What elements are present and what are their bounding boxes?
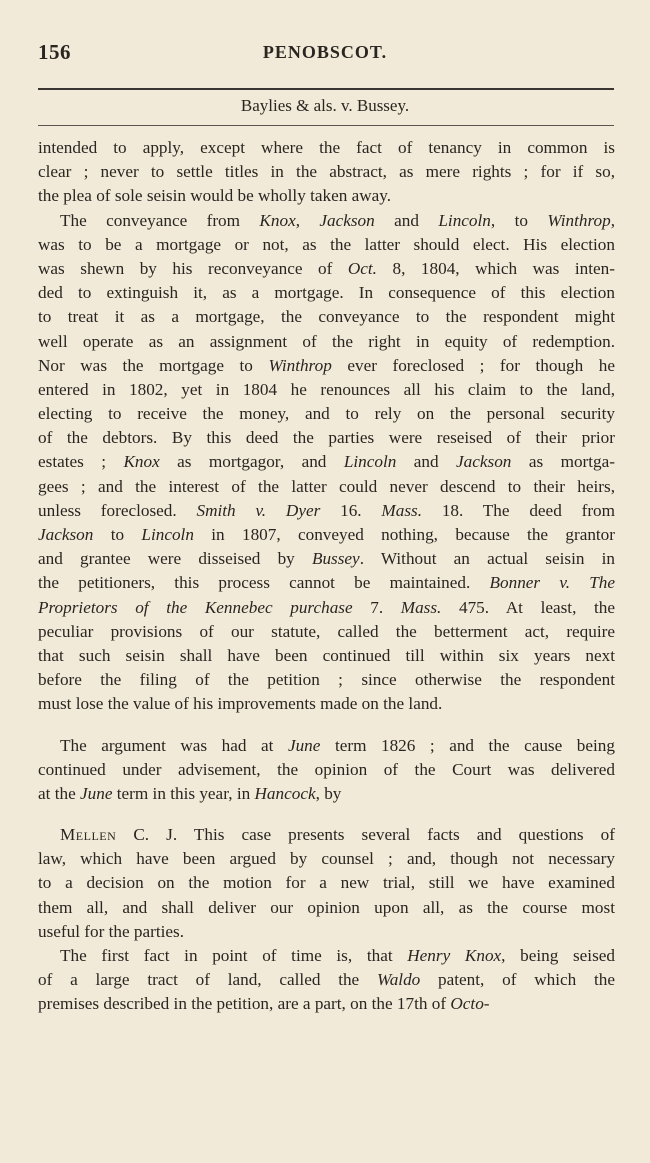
text-line: The conveyance from Knox, Jackson and Lincoln, to Winthrop,: [60, 210, 615, 230]
text-line: of a large tract of land, called the Waldo patent, of which the: [38, 970, 615, 990]
text-line: well operate as an assignment of the right in equity of redemption.: [38, 331, 615, 351]
text-line: electing to receive the money, and to rely on the personal security: [38, 404, 615, 424]
text-line: premises described in the petition, are a part, on the 17th of Octo-: [38, 994, 490, 1014]
paragraph: [38, 209, 615, 717]
text-line: them all, and shall deliver our opinion upon all, as the course most: [38, 897, 615, 917]
text-line: useful for the parties.: [38, 921, 185, 941]
text-line: peculiar provisions of our statute, called the betterment act, require: [38, 621, 615, 641]
text-line: law, which have been argued by counsel ; and, though not necessary: [38, 849, 615, 869]
text-line: must lose the value of his improvements made on the land.: [38, 694, 443, 714]
text-line: Mellen C. J. This case presents several facts and questions of: [60, 825, 615, 845]
text-line: Jackson to Lincoln in 1807, conveyed nothing, because the grantor: [38, 525, 615, 544]
text-line: the petitioners, this process cannot be maintained. Bonner v. The: [38, 573, 615, 593]
caption-rule: [38, 125, 614, 126]
text-line: the plea of sole seisin would be wholly taken away.: [38, 186, 392, 206]
text-line: of the debtors. By this deed the parties were reseised of their prior: [38, 428, 615, 448]
text-line: unless foreclosed. Smith v. Dyer 16. Mass. 18. The deed from: [38, 500, 615, 520]
paragraph: [38, 823, 615, 944]
text-line: Nor was the mortgage to Winthrop ever foreclosed ; for though he: [38, 355, 615, 375]
running-title: PENOBSCOT.: [262, 42, 388, 62]
paragraph: [38, 136, 615, 209]
text-line: The first fact in point of time is, that Henry Knox, being seised: [60, 946, 615, 965]
text-line: estates ; Knox as mortgagor, and Lincoln and Jackson as mortga-: [38, 452, 615, 472]
text-line: gees ; and the interest of the latter could never descend to their heirs,: [38, 476, 615, 496]
text-line: that such seisin shall have been continued till within six years next: [38, 645, 615, 665]
text-line: and grantee were disseised by Bussey. Without an actual seisin in: [38, 549, 615, 569]
case-caption: Baylies & als. v. Bussey.: [240, 96, 410, 115]
text-line: Proprietors of the Kennebec purchase 7. Mass. 475. At least, the: [38, 597, 615, 617]
text-line: The argument was had at June term 1826 ; and the cause being: [60, 735, 615, 755]
text-line: to a decision on the motion for a new trial, still we have examined: [38, 873, 615, 893]
text-line: ded to extinguish it, as a mortgage. In consequence of this election: [38, 283, 615, 303]
paragraph-gap: [38, 806, 615, 823]
text-line: clear ; never to settle titles in the abstract, as mere rights ; for if so,: [38, 162, 615, 182]
text-line: to treat it as a mortgage, the conveyance to the respondent might: [38, 307, 615, 327]
text-line: before the filing of the petition ; since otherwise the respondent: [38, 670, 615, 690]
paragraph-gap: [38, 717, 615, 734]
text-line: was shewn by his reconveyance of Oct. 8, 1804, which was inten-: [38, 258, 615, 278]
header-rule: [38, 88, 614, 90]
text-line: continued under advisement, the opinion of the Court was delivered: [38, 759, 615, 779]
text-line: at the June term in this year, in Hancock, by: [38, 783, 342, 803]
text-line: intended to apply, except where the fact of tenancy in common is: [38, 138, 615, 157]
text-line: was to be a mortgage or not, as the latter should elect. His election: [38, 234, 615, 254]
text-line: entered in 1802, yet in 1804 he renounces all his claim to the land,: [38, 379, 615, 399]
page-number: 156: [38, 40, 71, 64]
paragraph: [38, 944, 615, 1017]
paragraph: [38, 734, 615, 807]
body-text: [38, 136, 615, 1017]
